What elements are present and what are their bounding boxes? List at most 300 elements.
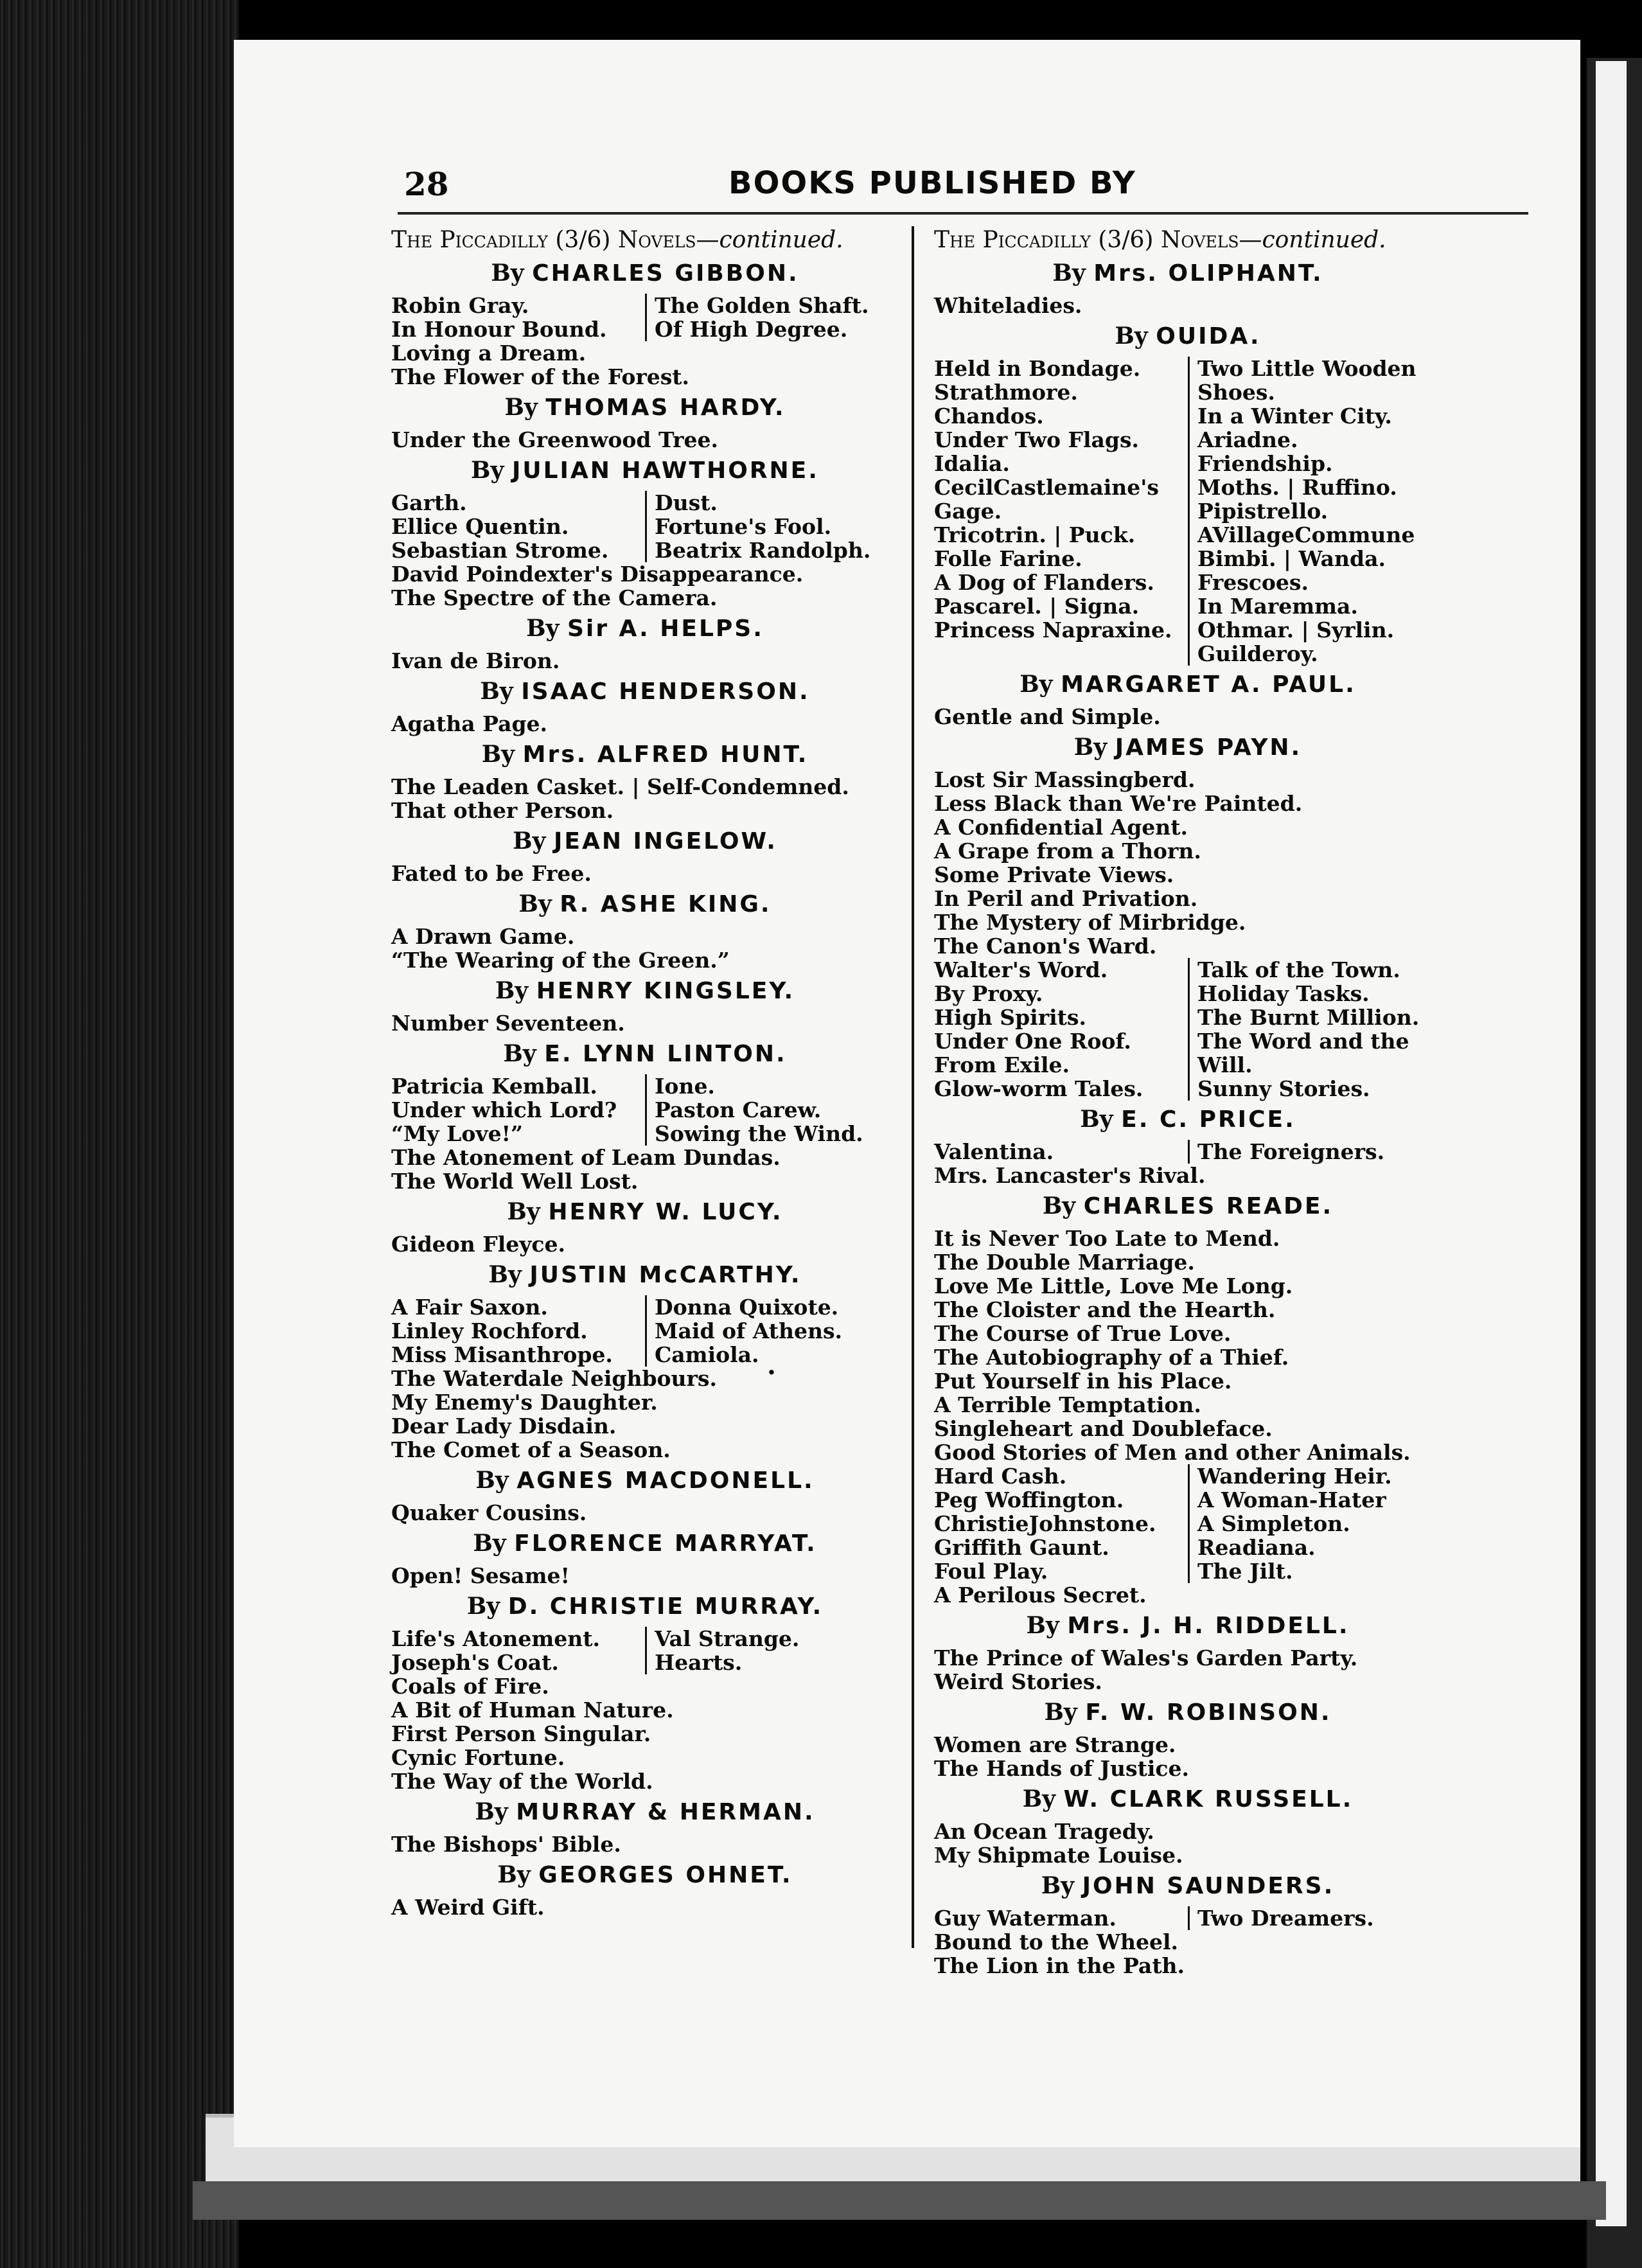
- book-title: Cynic Fortune.: [391, 1745, 565, 1770]
- book-title: Life's Atonement.: [391, 1626, 601, 1651]
- author-group: [391, 1040, 899, 1193]
- book-title: Pascarel. | Signa.: [934, 594, 1140, 619]
- title-row: [934, 1006, 1442, 1029]
- book-title: The Course of True Love.: [934, 1321, 1232, 1346]
- book-title: My Enemy's Daughter.: [391, 1390, 658, 1415]
- column-right: [934, 226, 1442, 1978]
- book-title: A Weird Gift.: [391, 1895, 545, 1920]
- book-title: Glow-worm Tales.: [934, 1076, 1143, 1101]
- author-group: [934, 1612, 1442, 1694]
- book-title: Fated to be Free.: [391, 861, 592, 886]
- book-title: By Proxy.: [934, 981, 1043, 1006]
- book-title: The Prince of Wales's Garden Party.: [934, 1645, 1358, 1670]
- book-title: Of High Degree.: [645, 317, 899, 341]
- book-title: Held in Bondage.: [934, 356, 1141, 381]
- book-title: Sunny Stories.: [1188, 1077, 1442, 1101]
- book-title: Strathmore.: [934, 380, 1078, 405]
- author-heading: [391, 890, 899, 918]
- author-name: JULIAN HAWTHORNE.: [511, 457, 819, 484]
- book-title: Lost Sir Massingberd.: [934, 767, 1196, 792]
- author-group: [391, 1861, 899, 1919]
- title-row: [934, 547, 1442, 571]
- book-title: Bimbi. | Wanda.: [1188, 547, 1442, 571]
- book-title: Put Yourself in his Place.: [934, 1369, 1232, 1394]
- title-row: [934, 1053, 1442, 1077]
- book-title: The Atonement of Leam Dundas.: [391, 1145, 781, 1170]
- title-row: [391, 1122, 899, 1146]
- author-group: [391, 678, 899, 736]
- title-row: [934, 982, 1442, 1006]
- author-name: JAMES PAYN.: [1115, 734, 1302, 761]
- author-group: [934, 1106, 1442, 1187]
- author-by: By: [475, 1798, 508, 1825]
- author-by: By: [471, 457, 504, 484]
- book-title: A Woman-Hater: [1188, 1488, 1442, 1512]
- book-spine-background: [0, 0, 239, 2268]
- book-title: A Grape from a Thorn.: [934, 838, 1201, 864]
- author-by: By: [1041, 1872, 1075, 1899]
- title-row: [391, 1295, 899, 1319]
- author-name: MARGARET A. PAUL.: [1061, 671, 1356, 698]
- book-title: The Canon's Ward.: [934, 934, 1157, 959]
- title-row: [391, 294, 899, 317]
- series-heading: [391, 226, 899, 254]
- author-heading: [391, 1798, 899, 1826]
- author-heading: [391, 1467, 899, 1494]
- title-row: [934, 523, 1442, 547]
- book-title: High Spirits.: [934, 1005, 1086, 1030]
- title-row: [391, 1343, 899, 1367]
- book-title: The Cloister and the Hearth.: [934, 1297, 1276, 1322]
- author-name: E. C. PRICE.: [1121, 1106, 1296, 1133]
- series-heading: [934, 226, 1442, 254]
- book-title: A Dog of Flanders.: [934, 570, 1154, 595]
- author-heading: [934, 1699, 1442, 1726]
- book-title: The Hands of Justice.: [934, 1756, 1189, 1781]
- book-title: Foul Play.: [934, 1559, 1048, 1584]
- title-row: [934, 1906, 1442, 1930]
- author-name: AGNES MACDONELL.: [516, 1467, 815, 1494]
- book-title: The World Well Lost.: [391, 1169, 639, 1194]
- author-name: Mrs. ALFRED HUNT.: [522, 741, 809, 768]
- title-row: [934, 404, 1442, 428]
- author-heading: [391, 741, 899, 768]
- book-title: Two Dreamers.: [1188, 1906, 1442, 1930]
- author-heading: [391, 1530, 899, 1557]
- title-row: [391, 491, 899, 515]
- author-name: CHARLES READE.: [1083, 1193, 1334, 1219]
- title-row: [934, 618, 1442, 642]
- title-row: [934, 958, 1442, 982]
- author-name: CHARLES GIBBON.: [532, 260, 799, 287]
- book-title: AVillageCommune: [1188, 523, 1442, 547]
- book-title: Hard Cash.: [934, 1464, 1067, 1489]
- author-by: By: [518, 890, 552, 917]
- author-by: By: [466, 1593, 500, 1620]
- book-title: The Golden Shaft.: [645, 294, 899, 317]
- title-row: [391, 538, 899, 562]
- author-heading: [391, 260, 899, 287]
- book-title: A Drawn Game.: [391, 924, 575, 949]
- author-name: MURRAY & HERMAN.: [516, 1799, 815, 1825]
- book-title: Frescoes.: [1188, 571, 1442, 594]
- title-row: [934, 357, 1442, 380]
- book-title: Chandos.: [934, 403, 1044, 429]
- author-group: [934, 323, 1442, 666]
- book-title: Number Seventeen.: [391, 1011, 625, 1036]
- book-page: [234, 40, 1580, 2147]
- author-name: THOMAS HARDY.: [545, 394, 786, 421]
- book-title: David Poindexter's Disappearance.: [391, 562, 804, 587]
- book-title: Ivan de Biron.: [391, 648, 560, 673]
- book-title: Hearts.: [645, 1651, 899, 1674]
- book-title: Dust.: [645, 491, 899, 515]
- book-title: Guy Waterman.: [934, 1906, 1117, 1931]
- title-row: [934, 1464, 1442, 1488]
- author-heading: [934, 1612, 1442, 1640]
- title-row: [934, 380, 1442, 404]
- author-by: By: [503, 1040, 536, 1067]
- book-title: Friendship.: [1188, 452, 1442, 475]
- title-row: [934, 571, 1442, 594]
- book-title: The Comet of a Season.: [391, 1437, 671, 1462]
- book-title: An Ocean Tragedy.: [934, 1819, 1154, 1844]
- author-by: By: [1026, 1612, 1059, 1639]
- book-title: Coals of Fire.: [391, 1674, 549, 1699]
- book-title: Under which Lord?: [391, 1097, 617, 1122]
- book-title: The Way of the World.: [391, 1769, 653, 1794]
- right-page-edge: [1596, 61, 1627, 2226]
- book-title: Loving a Dream.: [391, 341, 587, 366]
- title-row: [391, 1098, 899, 1122]
- author-heading: [391, 1198, 899, 1226]
- author-name: HENRY KINGSLEY.: [536, 978, 795, 1004]
- series-title: The Piccadilly (3/6) Novels—: [934, 227, 1262, 253]
- author-heading: [934, 1785, 1442, 1813]
- book-title: A Terrible Temptation.: [934, 1392, 1201, 1417]
- book-title: Sowing the Wind.: [645, 1122, 899, 1146]
- author-name: Mrs. OLIPHANT.: [1093, 260, 1323, 287]
- book-title: Open! Sesame!: [391, 1563, 570, 1588]
- title-row: [934, 428, 1442, 452]
- series-continued: continued.: [719, 227, 843, 253]
- book-title: Beatrix Randolph.: [645, 538, 899, 562]
- book-title: The Spectre of the Camera.: [391, 585, 718, 610]
- author-by: By: [526, 615, 560, 642]
- author-by: By: [1042, 1192, 1076, 1219]
- book-title: Folle Farine.: [934, 546, 1082, 571]
- author-name: GEORGES OHNET.: [538, 1862, 793, 1888]
- book-title: Women are Strange.: [934, 1732, 1176, 1757]
- column-divider: [912, 226, 914, 1948]
- author-group: [934, 1872, 1442, 1978]
- title-row: [391, 1651, 899, 1674]
- book-title: Under the Greenwood Tree.: [391, 427, 719, 452]
- ink-mark: .: [767, 1351, 776, 1381]
- book-title: My Shipmate Louise.: [934, 1843, 1183, 1868]
- book-title: Gentle and Simple.: [934, 704, 1161, 729]
- title-row: [934, 1029, 1442, 1053]
- book-title: Talk of the Town.: [1188, 958, 1442, 982]
- series-title: The Piccadilly (3/6) Novels—: [391, 227, 719, 253]
- book-title: Donna Quixote.: [645, 1295, 899, 1319]
- book-title: Robin Gray.: [391, 293, 529, 318]
- author-group: [391, 977, 899, 1035]
- title-row: [934, 1512, 1442, 1536]
- author-by: By: [480, 678, 513, 705]
- book-title: Under One Roof.: [934, 1029, 1131, 1054]
- book-title: Will.: [1188, 1053, 1442, 1077]
- book-title: Agatha Page.: [391, 711, 548, 736]
- book-title: ChristieJohnstone.: [934, 1511, 1156, 1536]
- author-by: By: [504, 394, 538, 421]
- author-heading: [934, 1192, 1442, 1220]
- book-title: Gage.: [934, 499, 1002, 524]
- book-title: Pipistrello.: [1188, 499, 1442, 523]
- author-group: [934, 1785, 1442, 1867]
- title-row: [391, 515, 899, 538]
- book-title: In a Winter City.: [1188, 404, 1442, 428]
- author-name: W. CLARK RUSSELL.: [1063, 1786, 1354, 1812]
- series-continued: continued.: [1262, 227, 1386, 253]
- book-title: CecilCastlemaine's: [934, 475, 1159, 500]
- author-name: FLORENCE MARRYAT.: [514, 1530, 817, 1557]
- author-by: By: [481, 741, 515, 768]
- book-title: Camiola.: [645, 1343, 899, 1367]
- book-title: Idalia.: [934, 451, 1010, 476]
- author-group: [391, 1798, 899, 1856]
- book-title: Ione.: [645, 1074, 899, 1098]
- book-title: The Lion in the Path.: [934, 1953, 1185, 1978]
- book-title: Patricia Kemball.: [391, 1074, 597, 1099]
- author-group: [391, 1593, 899, 1793]
- author-heading: [934, 323, 1442, 350]
- author-group: [391, 890, 899, 972]
- author-heading: [391, 977, 899, 1005]
- book-title: The Waterdale Neighbours.: [391, 1366, 718, 1391]
- book-title: A Perilous Secret.: [934, 1582, 1147, 1608]
- title-row: [934, 1559, 1442, 1583]
- book-title: Love Me Little, Love Me Long.: [934, 1273, 1293, 1298]
- book-title: Singleheart and Doubleface.: [934, 1416, 1273, 1441]
- author-name: E. LYNN LINTON.: [544, 1041, 787, 1067]
- title-row: [934, 1488, 1442, 1512]
- header-rule: [398, 212, 1528, 215]
- book-title: Bound to the Wheel.: [934, 1929, 1178, 1954]
- author-group: [934, 734, 1442, 1101]
- author-heading: [391, 1261, 899, 1289]
- author-by: By: [491, 260, 524, 287]
- author-by: By: [1073, 734, 1108, 761]
- author-heading: [934, 260, 1442, 287]
- author-heading: [391, 1593, 899, 1620]
- author-by: By: [495, 977, 529, 1004]
- book-title: Quaker Cousins.: [391, 1500, 587, 1525]
- author-name: OUIDA.: [1156, 323, 1261, 350]
- book-title: The Word and the: [1188, 1029, 1442, 1053]
- book-title: A Bit of Human Nature.: [391, 1697, 674, 1723]
- book-title: A Fair Saxon.: [391, 1295, 548, 1320]
- title-row: [934, 642, 1442, 666]
- running-title: BOOKS PUBLISHED BY: [728, 165, 1136, 201]
- author-group: [391, 615, 899, 673]
- title-row: [934, 452, 1442, 475]
- author-group: [934, 260, 1442, 317]
- author-by: By: [507, 1198, 540, 1225]
- author-group: [391, 1530, 899, 1588]
- book-title: Princess Napraxine.: [934, 617, 1172, 642]
- book-title: Holiday Tasks.: [1188, 982, 1442, 1006]
- book-title: Miss Misanthrope.: [391, 1342, 613, 1367]
- book-title: The Burnt Million.: [1188, 1006, 1442, 1029]
- title-row: [934, 594, 1442, 618]
- book-title: Linley Rochford.: [391, 1318, 588, 1343]
- book-title: A Simpleton.: [1188, 1512, 1442, 1536]
- author-name: ISAAC HENDERSON.: [521, 678, 810, 705]
- book-title: In Honour Bound.: [391, 317, 607, 342]
- book-title: Gideon Fleyce.: [391, 1232, 565, 1257]
- author-by: By: [1022, 1785, 1056, 1812]
- author-name: HENRY W. LUCY.: [548, 1199, 783, 1225]
- title-row: [934, 475, 1442, 499]
- book-title: Moths. | Ruffino.: [1188, 475, 1442, 499]
- author-heading: [934, 1106, 1442, 1133]
- title-row: [391, 317, 899, 341]
- book-title: Some Private Views.: [934, 862, 1174, 887]
- book-title: Valentina.: [934, 1139, 1054, 1164]
- title-row: [934, 1536, 1442, 1559]
- author-group: [391, 1467, 899, 1525]
- book-title: The Autobiography of a Thief.: [934, 1345, 1289, 1370]
- author-group: [391, 1198, 899, 1256]
- book-title: Garth.: [391, 490, 467, 515]
- title-row: [934, 1077, 1442, 1101]
- author-heading: [934, 671, 1442, 698]
- author-heading: [391, 1861, 899, 1889]
- author-name: JUSTIN McCARTHY.: [529, 1262, 802, 1288]
- title-row: [391, 1074, 899, 1098]
- book-title: Walter's Word.: [934, 957, 1108, 982]
- author-group: [391, 394, 899, 452]
- book-title: The Jilt.: [1188, 1559, 1442, 1583]
- page-number: 28: [404, 165, 449, 203]
- book-title: Less Black than We're Painted.: [934, 791, 1303, 816]
- book-title: First Person Singular.: [391, 1721, 651, 1746]
- author-by: By: [1020, 671, 1053, 698]
- title-row: [391, 1319, 899, 1343]
- book-title: The Mystery of Mirbridge.: [934, 910, 1246, 935]
- author-name: R. ASHE KING.: [560, 891, 772, 917]
- book-title: Fortune's Fool.: [645, 515, 899, 538]
- book-title: “The Wearing of the Green.”: [391, 948, 730, 973]
- author-by: By: [473, 1530, 506, 1557]
- book-title: Othmar. | Syrlin.: [1188, 618, 1442, 642]
- author-group: [391, 1261, 899, 1462]
- author-heading: [391, 394, 899, 421]
- author-by: By: [497, 1861, 531, 1888]
- book-title: That other Person.: [391, 798, 614, 823]
- author-name: Sir A. HELPS.: [567, 616, 764, 642]
- author-by: By: [1052, 260, 1086, 287]
- author-group: [391, 260, 899, 389]
- author-by: By: [475, 1467, 509, 1494]
- book-title: The Leaden Casket. | Self-Condemned.: [391, 774, 849, 799]
- book-title: [934, 642, 1188, 666]
- book-title: The Flower of the Forest.: [391, 364, 690, 389]
- author-by: By: [1080, 1106, 1113, 1133]
- author-name: Mrs. J. H. RIDDELL.: [1067, 1613, 1350, 1639]
- author-name: JEAN INGELOW.: [554, 828, 777, 855]
- author-by: By: [1044, 1699, 1077, 1726]
- book-title: Guilderoy.: [1188, 642, 1442, 666]
- book-title: Tricotrin. | Puck.: [934, 522, 1136, 547]
- author-name: JOHN SAUNDERS.: [1082, 1873, 1335, 1899]
- author-group: [391, 741, 899, 822]
- author-group: [391, 828, 899, 885]
- author-group: [934, 671, 1442, 729]
- author-by: By: [513, 828, 546, 855]
- author-name: D. CHRISTIE MURRAY.: [508, 1593, 824, 1620]
- author-group: [934, 1699, 1442, 1780]
- author-name: F. W. ROBINSON.: [1085, 1699, 1332, 1726]
- book-title: Shoes.: [1188, 380, 1442, 404]
- book-title: The Bishops' Bible.: [391, 1832, 621, 1857]
- book-title: Readiana.: [1188, 1536, 1442, 1559]
- book-title: Two Little Wooden: [1188, 357, 1442, 380]
- book-title: Sebastian Strome.: [391, 538, 609, 563]
- book-title: Weird Stories.: [934, 1669, 1102, 1694]
- book-title: It is Never Too Late to Mend.: [934, 1226, 1280, 1251]
- author-heading: [934, 1872, 1442, 1900]
- title-row: [934, 1140, 1442, 1164]
- book-title: Peg Woffington.: [934, 1487, 1124, 1512]
- column-left: [391, 226, 899, 1919]
- book-title: In Peril and Privation.: [934, 886, 1198, 911]
- book-title: Val Strange.: [645, 1627, 899, 1651]
- book-title: Mrs. Lancaster's Rival.: [934, 1163, 1206, 1188]
- book-title: In Maremma.: [1188, 594, 1442, 618]
- author-by: By: [488, 1261, 522, 1288]
- book-title: A Confidential Agent.: [934, 815, 1188, 840]
- book-title: “My Love!”: [391, 1121, 524, 1146]
- author-group: [934, 1192, 1442, 1607]
- book-title: Whiteladies.: [934, 293, 1082, 318]
- title-row: [391, 1627, 899, 1651]
- author-by: By: [1115, 323, 1148, 350]
- book-title: Paston Carew.: [645, 1098, 899, 1122]
- book-title: The Double Marriage.: [934, 1250, 1195, 1275]
- book-title: Good Stories of Men and other Animals.: [934, 1440, 1411, 1465]
- book-title: Ellice Quentin.: [391, 514, 569, 539]
- author-heading: [391, 615, 899, 642]
- author-group: [391, 457, 899, 610]
- book-title: Wandering Heir.: [1188, 1464, 1442, 1488]
- book-title: Griffith Gaunt.: [934, 1535, 1109, 1560]
- page-bottom-shadow: [193, 2181, 1606, 2220]
- book-title: Under Two Flags.: [934, 427, 1140, 452]
- book-title: The Foreigners.: [1188, 1140, 1442, 1164]
- title-row: [934, 499, 1442, 523]
- book-title: Maid of Athens.: [645, 1319, 899, 1343]
- author-heading: [391, 1040, 899, 1068]
- book-title: Joseph's Coat.: [391, 1650, 559, 1675]
- book-title: Ariadne.: [1188, 428, 1442, 452]
- book-title: Dear Lady Disdain.: [391, 1413, 617, 1439]
- book-title: From Exile.: [934, 1052, 1070, 1077]
- author-heading: [934, 734, 1442, 761]
- author-heading: [391, 678, 899, 705]
- author-heading: [391, 828, 899, 855]
